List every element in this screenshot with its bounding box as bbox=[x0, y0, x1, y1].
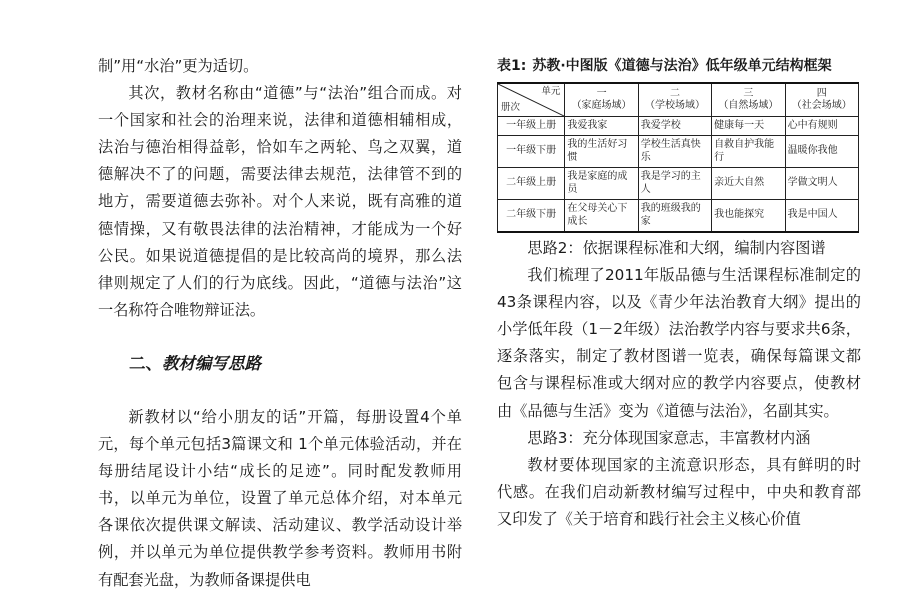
right-column bbox=[497, 0, 861, 533]
table-cell: 心中有规则 bbox=[785, 117, 858, 136]
table-cell: 我是中国人 bbox=[785, 200, 858, 233]
paragraph: 我们梳理了2011年版品德与生活课程标准制定的43条课程内容，以及《青少年法治教育大纲》提出的小学低年段（1－2年级）法治教学内容与要求共6条，逐条落实，制定了教材图谱一览表，确保每篇课文都包含与课程标准或大纲对应的教学内容要点，使教材由《品德与生活》变为《道德与法治》，名副其实。 bbox=[497, 266, 861, 420]
grade-cell: 一年级下册 bbox=[498, 136, 565, 168]
paragraph: 其次，教材名称由“道德”与“法治”组合而成。对一个国家和社会的治理来说，法律和道德相辅相成，法治与德治相得益彰，恰如车之两轮、鸟之双翼，道德解决不了的问题，需要法律去规范，法律管不到的地方，需要道德去弥补。对个人来说，既有高雅的道德情操，又有敬畏法律的法治精神，才能成为一个好公民。如果说道德提倡的是比较高尚的境界，那么法律则规定了人们的行为底线。因此，“道德与法治”这一名称符合唯物辩证法。 bbox=[98, 84, 462, 319]
table-caption bbox=[497, 54, 861, 78]
corner-bottom-label: 册次 bbox=[501, 101, 521, 113]
subheading: 思路3：充分体现国家意志，丰富教材内涵 bbox=[527, 428, 811, 447]
table-cell: 我的班级我的家 bbox=[638, 200, 711, 233]
table-row bbox=[498, 136, 859, 168]
table-row bbox=[498, 200, 859, 233]
table-cell: 我是家庭的成员 bbox=[565, 168, 638, 200]
column-header: 三 （自然场域） bbox=[712, 83, 785, 117]
table-cell: 自救自护我能行 bbox=[712, 136, 785, 168]
grade-cell: 二年级下册 bbox=[498, 200, 565, 233]
table-row bbox=[498, 117, 859, 136]
table-cell: 学校生活真快乐 bbox=[638, 136, 711, 168]
table-cell: 在父母关心下成长 bbox=[565, 200, 638, 233]
table-cell: 我爱学校 bbox=[638, 117, 711, 136]
unit-structure-table bbox=[497, 82, 859, 233]
paragraph: 制”用“水治”更为适切。 bbox=[98, 57, 259, 75]
column-header: 四 （社会场域） bbox=[785, 83, 858, 117]
table-row bbox=[498, 168, 859, 200]
table-caption-number: 表1: bbox=[497, 58, 527, 74]
heading-text: 教材编写思路 bbox=[162, 353, 261, 373]
corner-cell bbox=[498, 83, 565, 117]
column-header: 一 （家庭场域） bbox=[565, 83, 638, 117]
table-cell: 我也能探究 bbox=[712, 200, 785, 233]
grade-cell: 一年级上册 bbox=[498, 117, 565, 136]
paragraph: 教材要体现国家的主流意识形态，具有鲜明的时代感。在我们启动新教材编写过程中，中央和教育部又印发了《关于培育和践行社会主义核心价值 bbox=[497, 455, 861, 528]
table-cell: 温暖你我他 bbox=[785, 136, 858, 168]
table-cell: 健康每一天 bbox=[712, 117, 785, 136]
corner-top-label: 单元 bbox=[541, 86, 561, 97]
heading-prefix: 二、 bbox=[129, 353, 162, 373]
table-cell: 学做文明人 bbox=[785, 168, 858, 200]
paragraph: 新教材以“给小朋友的话”开篇，每册设置4个单元，每个单元包括3篇课文和 1个单元体验活动，并在每册结尾设计小结“成长的足迹”。同时配发教师用书，以单元为单位，设置了单元总体介绍，对本单元各课依次提供课文解读、活动建议、教学活动设计举例，并以单元为单位提供教学参考资料。教师用书附有配套光盘，为教师备课提供电 bbox=[98, 407, 462, 589]
subheading: 思路2：依据课程标准和大纲，编制内容图谱 bbox=[527, 239, 826, 257]
table-cell: 我的生活好习惯 bbox=[565, 136, 638, 168]
table-caption-text: 苏教·中图版《道德与法治》低年级单元结构框架 bbox=[532, 58, 832, 74]
table-header-row bbox=[498, 83, 859, 117]
column-header: 二 （学校场域） bbox=[638, 83, 711, 117]
left-column bbox=[98, 0, 462, 594]
grade-cell: 二年级上册 bbox=[498, 168, 565, 200]
section-heading bbox=[129, 350, 462, 377]
table-cell: 我是学习的主人 bbox=[638, 168, 711, 200]
table-cell: 亲近大自然 bbox=[712, 168, 785, 200]
table-cell: 我爱我家 bbox=[565, 117, 638, 136]
